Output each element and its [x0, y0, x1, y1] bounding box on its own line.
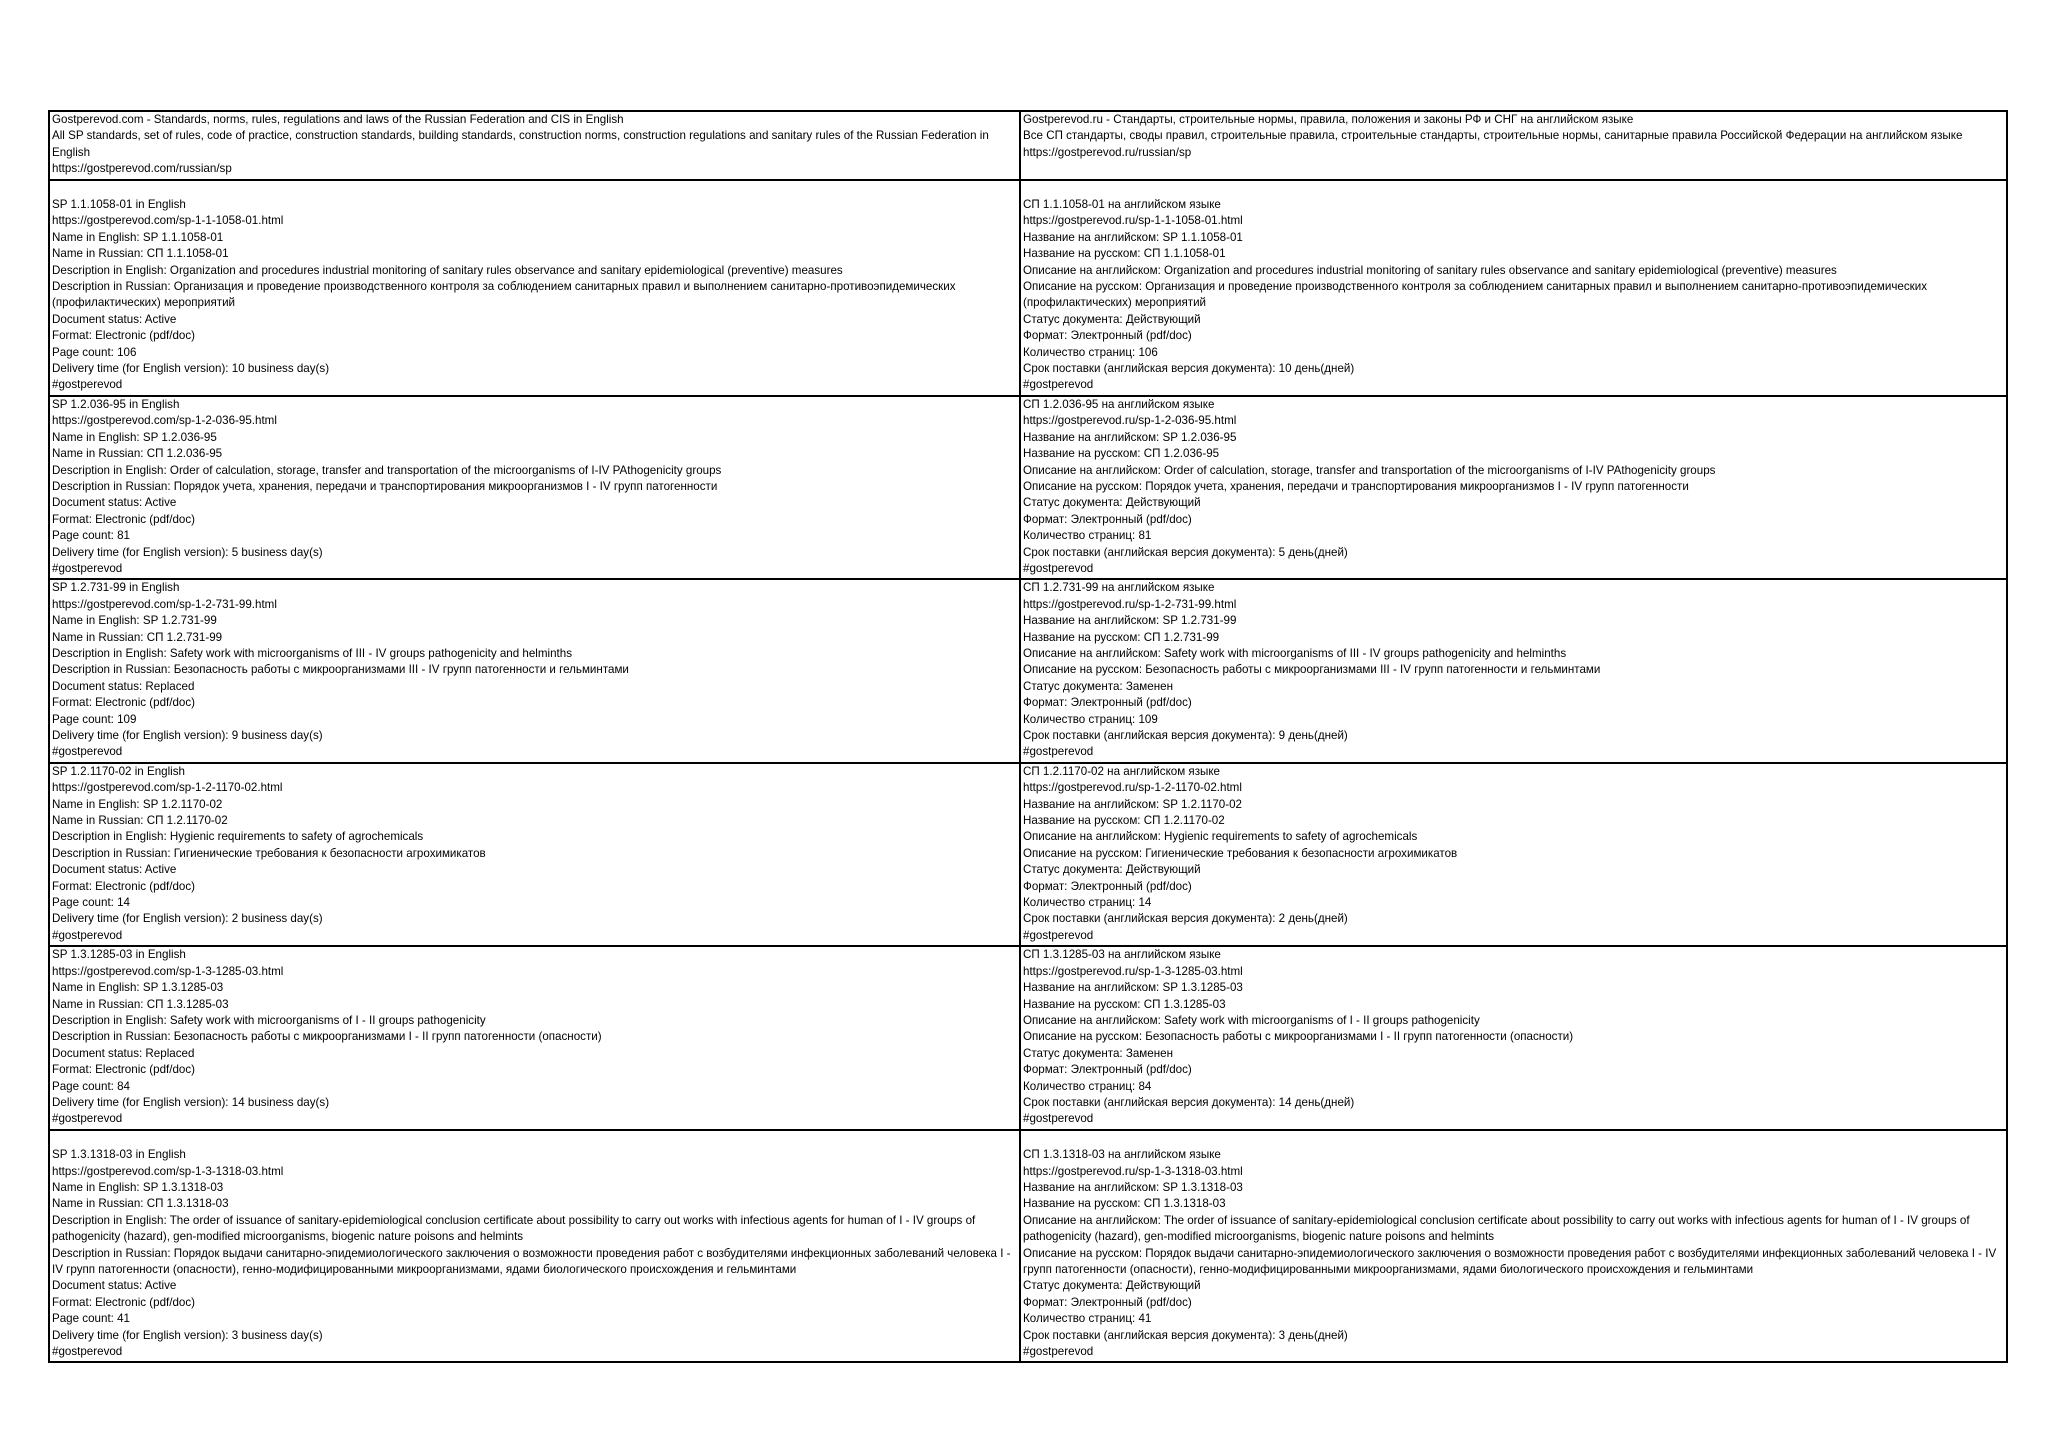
- record-link[interactable]: https://gostperevod.com/sp-1-1-1058-01.html: [52, 214, 284, 228]
- description-in-english: Описание на английском: Safety work with microorganisms of III - IV groups pathogenicity and helminths: [1023, 646, 1567, 660]
- description-in-russian: Описание на русском: Порядок выдачи санитарно-эпидемиологического заключения о возможности проведения работ с возбудителями инфекционных заболеваний человека I - IV групп патогенности (опасности), генно-модифицированными микроорганизмами, ядами биологического происхождения и гельминтами: [1023, 1246, 1997, 1276]
- record-title: SP 1.3.1318-03 in English: [52, 1148, 186, 1162]
- page-count: Page count: 106: [52, 345, 137, 359]
- name-in-english: Название на английском: SP 1.2.036-95: [1023, 430, 1237, 444]
- page-count: Page count: 41: [52, 1312, 130, 1326]
- page-count: Количество страниц: 41: [1023, 1312, 1152, 1326]
- document-format: Формат: Электронный (pdf/doc): [1023, 329, 1192, 343]
- record-cell-ru: [1020, 763, 2007, 946]
- name-in-russian: Название на русском: СП 1.2.036-95: [1023, 447, 1220, 461]
- document-status: Статус документа: Действующий: [1023, 312, 1201, 326]
- hashtag[interactable]: #gostperevod: [1023, 745, 1094, 759]
- description-in-english: Описание на английском: Safety work with microorganisms of I - II groups pathogenicity: [1023, 1013, 1480, 1027]
- description-in-english: Description in English: The order of issuance of sanitary-epidemiological conclusion certificate about possibility to carry out works with infectious agents for human of I - IV groups of pathogenicity (hazard), gen-modified microorganisms, biogenic nature poisons and helmints: [52, 1213, 976, 1244]
- description-in-russian: Description in Russian: Гигиенические требования к безопасности агрохимикатов: [52, 846, 486, 860]
- document-status: Document status: Replaced: [52, 1046, 195, 1060]
- description-in-russian: Description in Russian: Порядок учета, хранения, передачи и транспортирования микроорганизмов I - IV групп патогенности: [52, 479, 718, 493]
- page-count: Page count: 84: [52, 1079, 130, 1093]
- description-in-russian: Description in Russian: Безопасность работы с микроорганизмами I - II групп патогенности (опасности): [52, 1030, 602, 1044]
- hashtag[interactable]: #gostperevod: [52, 1345, 123, 1359]
- description-in-russian: Описание на русском: Порядок учета, хранения, передачи и транспортирования микроорганизмов I - IV групп патогенности: [1023, 479, 1689, 493]
- record-title: SP 1.2.036-95 in English: [52, 397, 180, 411]
- header-cell-ru: [1020, 111, 2007, 180]
- document-format: Формат: Электронный (pdf/doc): [1023, 512, 1192, 526]
- hashtag[interactable]: #gostperevod: [52, 745, 123, 759]
- site-link[interactable]: https://gostperevod.ru/russian/sp: [1023, 145, 1192, 159]
- description-in-russian: Описание на русском: Гигиенические требования к безопасности агрохимикатов: [1023, 846, 1458, 860]
- page-count: Количество страниц: 14: [1023, 896, 1152, 910]
- table-row: [49, 396, 2007, 579]
- document-format: Format: Electronic (pdf/doc): [52, 329, 196, 343]
- name-in-russian: Название на русском: СП 1.3.1285-03: [1023, 997, 1226, 1011]
- document-format: Формат: Электронный (pdf/doc): [1023, 1063, 1192, 1077]
- record-cell-ru: [1020, 946, 2007, 1129]
- record-link[interactable]: https://gostperevod.com/sp-1-2-036-95.html: [52, 414, 277, 428]
- record-title: СП 1.3.1285-03 на английском языке: [1023, 948, 1221, 962]
- hashtag[interactable]: #gostperevod: [1023, 378, 1094, 392]
- name-in-russian: Название на русском: СП 1.2.731-99: [1023, 630, 1220, 644]
- hashtag[interactable]: #gostperevod: [52, 561, 123, 575]
- record-cell-ru: [1020, 579, 2007, 762]
- page-count: Page count: 109: [52, 712, 137, 726]
- record-cell-en: [49, 763, 1020, 946]
- header-cell-en: [49, 111, 1020, 180]
- description-in-english: Description in English: Hygienic requirements to safety of agrochemicals: [52, 830, 424, 844]
- record-link[interactable]: https://gostperevod.ru/sp-1-1-1058-01.html: [1023, 214, 1243, 228]
- record-cell-en: [49, 180, 1020, 396]
- name-in-english: Name in English: SP 1.3.1285-03: [52, 981, 224, 995]
- delivery-time: Delivery time (for English version): 9 business day(s): [52, 729, 323, 743]
- document-format: Формат: Электронный (pdf/doc): [1023, 1295, 1192, 1309]
- name-in-english: Name in English: SP 1.2.1170-02: [52, 797, 223, 811]
- description-in-russian: Описание на русском: Безопасность работы с микроорганизмами I - II групп патогенности (опасности): [1023, 1030, 1574, 1044]
- page-count: Количество страниц: 84: [1023, 1079, 1152, 1093]
- document-status: Document status: Active: [52, 1279, 177, 1293]
- description-in-russian: Описание на русском: Безопасность работы с микроорганизмами III - IV групп патогенности и гельминтами: [1023, 663, 1601, 677]
- document-status: Document status: Replaced: [52, 679, 195, 693]
- delivery-time: Delivery time (for English version): 10 business day(s): [52, 362, 330, 376]
- description-in-russian: Description in Russian: Порядок выдачи санитарно-эпидемиологического заключения о возможности проведения работ с возбудителями инфекционных заболеваний человека I - IV групп патогенности (опасности), генно-модифицированными микроорганизмами, ядами биологического происхождения и гельминтами: [52, 1246, 1011, 1276]
- record-title: SP 1.2.731-99 in English: [52, 581, 180, 595]
- name-in-russian: Name in Russian: СП 1.1.1058-01: [52, 247, 229, 261]
- description-in-russian: Description in Russian: Безопасность работы с микроорганизмами III - IV групп патогенности и гельминтами: [52, 663, 629, 677]
- name-in-english: Название на английском: SP 1.2.731-99: [1023, 614, 1237, 628]
- page-count: Количество страниц: 109: [1023, 712, 1158, 726]
- record-title: СП 1.3.1318-03 на английском языке: [1023, 1148, 1221, 1162]
- hashtag[interactable]: #gostperevod: [1023, 1345, 1094, 1359]
- record-link[interactable]: https://gostperevod.ru/sp-1-2-036-95.html: [1023, 414, 1237, 428]
- document-format: Формат: Электронный (pdf/doc): [1023, 696, 1192, 710]
- document-format: Format: Electronic (pdf/doc): [52, 696, 196, 710]
- delivery-time: Срок поставки (английская версия документа): 14 день(дней): [1023, 1095, 1355, 1109]
- record-cell-ru: [1020, 180, 2007, 396]
- document-status: Document status: Active: [52, 312, 177, 326]
- table-row: [49, 579, 2007, 762]
- record-cell-ru: [1020, 1130, 2007, 1363]
- delivery-time: Срок поставки (английская версия документа): 3 день(дней): [1023, 1328, 1348, 1342]
- table-row: [49, 946, 2007, 1129]
- hashtag[interactable]: #gostperevod: [1023, 1112, 1094, 1126]
- hashtag[interactable]: #gostperevod: [52, 378, 123, 392]
- record-link[interactable]: https://gostperevod.ru/sp-1-3-1285-03.html: [1023, 964, 1243, 978]
- document-format: Format: Electronic (pdf/doc): [52, 512, 196, 526]
- description-in-english: Описание на английском: Order of calculation, storage, transfer and transportation of the microorganisms of I-IV PAthogenicity groups: [1023, 463, 1716, 477]
- name-in-english: Name in English: SP 1.3.1318-03: [52, 1180, 224, 1194]
- record-link[interactable]: https://gostperevod.ru/sp-1-2-731-99.html: [1023, 597, 1237, 611]
- spacer: [1023, 1131, 2004, 1147]
- description-in-english: Description in English: Order of calculation, storage, transfer and transportation of the microorganisms of I-IV PAthogenicity groups: [52, 463, 722, 477]
- description-in-russian: Description in Russian: Организация и проведение производственного контроля за соблюдением санитарных правил и выполнением санитарно-противоэпидемических (профилактических) мероприятий: [52, 280, 956, 310]
- document-status: Статус документа: Заменен: [1023, 1046, 1173, 1060]
- document-table: [48, 110, 2008, 1363]
- site-link[interactable]: https://gostperevod.com/russian/sp: [52, 162, 232, 176]
- document-status: Document status: Active: [52, 863, 177, 877]
- name-in-english: Name in English: SP 1.2.731-99: [52, 614, 217, 628]
- record-title: SP 1.1.1058-01 in English: [52, 198, 186, 212]
- document-format: Format: Electronic (pdf/doc): [52, 1295, 196, 1309]
- name-in-english: Название на английском: SP 1.2.1170-02: [1023, 797, 1243, 811]
- page-count: Количество страниц: 81: [1023, 529, 1152, 543]
- record-title: СП 1.2.731-99 на английском языке: [1023, 581, 1215, 595]
- document-status: Статус документа: Действующий: [1023, 863, 1201, 877]
- name-in-russian: Название на русском: СП 1.2.1170-02: [1023, 814, 1225, 828]
- name-in-english: Name in English: SP 1.2.036-95: [52, 430, 217, 444]
- site-title: Gostperevod.com - Standards, norms, rules, regulations and laws of the Russian Federation and CIS in English: [52, 113, 624, 126]
- record-cell-en: [49, 396, 1020, 579]
- record-title: СП 1.2.036-95 на английском языке: [1023, 397, 1215, 411]
- description-in-russian: Описание на русском: Организация и проведение производственного контроля за соблюдением санитарных правил и выполнением санитарно-противоэпидемических (профилактических) мероприятий: [1023, 280, 1927, 310]
- delivery-time: Delivery time (for English version): 5 business day(s): [52, 545, 323, 559]
- site-description: Все СП стандарты, своды правил, строительные правила, строительные стандарты, строительные нормы, санитарные правила Российской Федерации на английском языке: [1023, 129, 1963, 143]
- table-row-header: [49, 111, 2007, 180]
- description-in-english: Description in English: Safety work with microorganisms of III - IV groups pathogenicity and helminths: [52, 646, 573, 660]
- spacer: [52, 1131, 1017, 1147]
- hashtag[interactable]: #gostperevod: [1023, 561, 1094, 575]
- record-cell-ru: [1020, 396, 2007, 579]
- name-in-russian: Название на русском: СП 1.3.1318-03: [1023, 1197, 1226, 1211]
- record-cell-en: [49, 1130, 1020, 1363]
- page-count: Page count: 81: [52, 529, 130, 543]
- delivery-time: Срок поставки (английская версия документа): 5 день(дней): [1023, 545, 1348, 559]
- page-count: Page count: 14: [52, 896, 130, 910]
- delivery-time: Delivery time (for English version): 14 business day(s): [52, 1095, 330, 1109]
- record-cell-en: [49, 579, 1020, 762]
- delivery-time: Срок поставки (английская версия документа): 2 день(дней): [1023, 912, 1348, 926]
- page-count: Количество страниц: 106: [1023, 345, 1158, 359]
- spacer: [52, 181, 1017, 197]
- site-description: All SP standards, set of rules, code of practice, construction standards, building standards, construction norms, construction regulations and sanitary rules of the Russian Federation in English: [52, 129, 989, 159]
- table-row: [49, 1130, 2007, 1363]
- document-status: Статус документа: Заменен: [1023, 679, 1173, 693]
- description-in-english: Описание на английском: The order of issuance of sanitary-epidemiological conclusion certificate about possibility to carry out works with infectious agents for human of I - IV groups of pathogenicity (hazard), gen-modified microorganisms, biogenic nature poisons and helmints: [1023, 1213, 1970, 1244]
- description-in-english: Описание на английском: Hygienic requirements to safety of agrochemicals: [1023, 830, 1418, 844]
- record-cell-en: [49, 946, 1020, 1129]
- record-title: СП 1.2.1170-02 на английском языке: [1023, 764, 1221, 778]
- record-link[interactable]: https://gostperevod.com/sp-1-2-1170-02.html: [52, 781, 283, 795]
- record-title: СП 1.1.1058-01 на английском языке: [1023, 198, 1221, 212]
- hashtag[interactable]: #gostperevod: [1023, 928, 1094, 942]
- document-status: Document status: Active: [52, 496, 177, 510]
- name-in-english: Name in English: SP 1.1.1058-01: [52, 230, 224, 244]
- description-in-english: Description in English: Safety work with microorganisms of I - II groups pathogenicity: [52, 1013, 486, 1027]
- name-in-russian: Name in Russian: СП 1.2.036-95: [52, 447, 223, 461]
- name-in-russian: Название на русском: СП 1.1.1058-01: [1023, 247, 1226, 261]
- delivery-time: Срок поставки (английская версия документа): 9 день(дней): [1023, 729, 1348, 743]
- record-link[interactable]: https://gostperevod.com/sp-1-3-1285-03.html: [52, 964, 284, 978]
- hashtag[interactable]: #gostperevod: [52, 1112, 123, 1126]
- record-link[interactable]: https://gostperevod.com/sp-1-2-731-99.html: [52, 597, 277, 611]
- document-format: Format: Electronic (pdf/doc): [52, 879, 196, 893]
- description-in-english: Description in English: Organization and procedures industrial monitoring of sanitary rules observance and sanitary epidemiological (preventive) measures: [52, 263, 843, 277]
- record-title: SP 1.2.1170-02 in English: [52, 764, 185, 778]
- delivery-time: Delivery time (for English version): 3 business day(s): [52, 1328, 323, 1342]
- record-link[interactable]: https://gostperevod.ru/sp-1-2-1170-02.html: [1023, 781, 1242, 795]
- table-row: [49, 763, 2007, 946]
- name-in-russian: Name in Russian: СП 1.2.1170-02: [52, 814, 228, 828]
- name-in-russian: Name in Russian: СП 1.2.731-99: [52, 630, 223, 644]
- document-format: Формат: Электронный (pdf/doc): [1023, 879, 1192, 893]
- name-in-english: Название на английском: SP 1.3.1318-03: [1023, 1180, 1243, 1194]
- record-link[interactable]: https://gostperevod.com/sp-1-3-1318-03.html: [52, 1164, 284, 1178]
- delivery-time: Срок поставки (английская версия документа): 10 день(дней): [1023, 362, 1355, 376]
- name-in-english: Название на английском: SP 1.1.1058-01: [1023, 230, 1243, 244]
- document-format: Format: Electronic (pdf/doc): [52, 1063, 196, 1077]
- description-in-english: Описание на английском: Organization and procedures industrial monitoring of sanitary rules observance and sanitary epidemiological (preventive) measures: [1023, 263, 1837, 277]
- delivery-time: Delivery time (for English version): 2 business day(s): [52, 912, 323, 926]
- record-link[interactable]: https://gostperevod.ru/sp-1-3-1318-03.html: [1023, 1164, 1243, 1178]
- hashtag[interactable]: #gostperevod: [52, 928, 123, 942]
- site-title: Gostperevod.ru - Стандарты, строительные нормы, правила, положения и законы РФ и СНГ на английском языке: [1023, 113, 1634, 126]
- record-title: SP 1.3.1285-03 in English: [52, 948, 186, 962]
- table-row: [49, 180, 2007, 396]
- document-status: Статус документа: Действующий: [1023, 1279, 1201, 1293]
- name-in-russian: Name in Russian: СП 1.3.1318-03: [52, 1197, 229, 1211]
- name-in-russian: Name in Russian: СП 1.3.1285-03: [52, 997, 229, 1011]
- document-status: Статус документа: Действующий: [1023, 496, 1201, 510]
- name-in-english: Название на английском: SP 1.3.1285-03: [1023, 981, 1243, 995]
- spacer: [1023, 181, 2004, 197]
